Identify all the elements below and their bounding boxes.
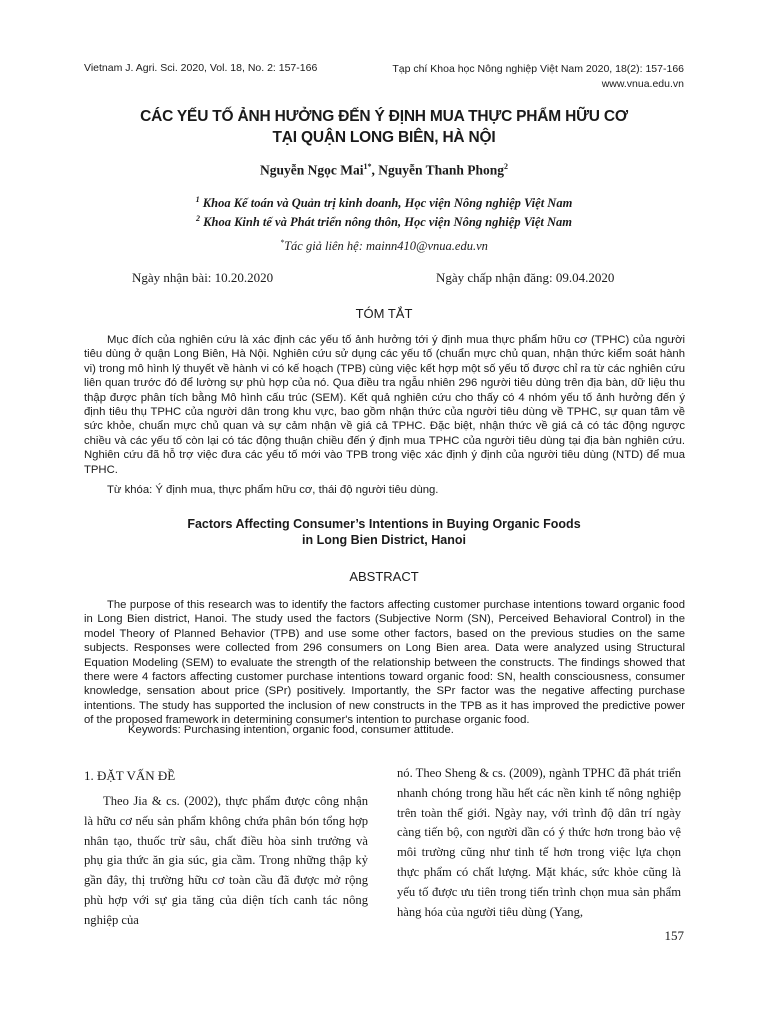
corresponding-mark: * bbox=[280, 238, 285, 247]
en-abstract-paragraph: The purpose of this research was to identify the factors affecting customer purchase intentions toward organic food in Long Bien district, Hanoi. The study used the factors (Subjective Norm (SN), Perceived Behavioral Control) in the model Theory of Planned Behavior (TPB) and use some other factors, based on the previous studies on the same subjects. Responses were collected from 296 consumers on Long Bien area. Data were analyzed using Structural Equation Modeling (SEM) to evaluate the strength of the relationship between the constructs. The findings showed that there were 4 factors affecting customer purchase intentions toward organic food: SN, health consciousness, consumer knowledge, sensation about price (SPr) positively. Importantly, the SPr factor was the negative affecting purchase intentions. The study has supported the inclusion of new constructs in the TPB as it has improved the predictive power of the proposed framework in determining consumer's intention to purchase organic food. bbox=[84, 599, 685, 727]
affiliation-1 bbox=[84, 192, 684, 211]
intro-paragraph-right: nó. Theo Sheng & cs. (2009), ngành TPHC đã phát triển nhanh chóng trong hầu hết các nền kinh tế nông nghiệp trên toàn thế giới. Ngày nay, với trình độ dân trí ngày càng tiến bộ, con người dần có ý thức hơn trong bảo vệ môi trường cũng như tinh tế hơn trong việc lựa chọn thực phẩm có chất lượng. Mặt khác, sức khỏe cũng là yếu tố được ưu tiên trong tiến trình chọn mua sản phẩm hàng hóa của người tiêu dùng (Yang, bbox=[397, 766, 681, 919]
author-separator: , bbox=[371, 162, 379, 178]
journal-citation-vn bbox=[392, 62, 684, 92]
vn-keywords: Từ khóa: Ý định mua, thực phẩm hữu cơ, thái độ người tiêu dùng. bbox=[107, 484, 439, 496]
paper-title-line-2: TẠI QUẬN LONG BIÊN, HÀ NỘI bbox=[272, 129, 496, 146]
author-1-affil-mark: 1* bbox=[363, 162, 372, 171]
affiliation-2 bbox=[84, 211, 684, 230]
affiliations bbox=[84, 192, 684, 230]
en-abstract-heading: ABSTRACT bbox=[349, 569, 419, 584]
author-2-name: Nguyễn Thanh Phong bbox=[378, 162, 505, 178]
vn-abstract-body bbox=[84, 333, 685, 477]
paper-title-vn bbox=[84, 106, 684, 148]
corresponding-author bbox=[84, 238, 684, 254]
vn-abstract-heading: TÓM TẮT bbox=[355, 306, 413, 321]
journal-citation-en: Vietnam J. Agri. Sci. 2020, Vol. 18, No. 2: 157-166 bbox=[84, 62, 318, 74]
section-heading-introduction: 1. ĐẶT VẤN ĐỀ bbox=[84, 768, 176, 783]
corresponding-email: Tác giả liên hệ: mainn410@vnua.edu.vn bbox=[284, 239, 488, 254]
paper-title-en-line-1: Factors Affecting Consumer’s Intentions in Buying Organic Foods bbox=[187, 517, 581, 531]
intro-paragraph-left: Theo Jia & cs. (2002), thực phẩm được công nhận là hữu cơ nếu sản phẩm không chứa phân bón tổng hợp nhân tạo, thuốc trừ sâu, chất điều hòa sinh trưởng và phụ gia thức ăn gia súc, gia cầm. Trong những thập kỷ gần đây, thị trường hữu cơ toàn cầu đã được mở rộng phù hợp với sự gia tăng của diện tích canh tác nông nghiệp của bbox=[84, 794, 368, 927]
page-number: 157 bbox=[664, 928, 684, 943]
author-list bbox=[84, 162, 684, 179]
en-abstract-body bbox=[84, 598, 685, 728]
affiliation-1-mark: 1 bbox=[195, 195, 200, 204]
affiliation-2-mark: 2 bbox=[196, 214, 201, 224]
paper-title-line-1: CÁC YẾU TỐ ẢNH HƯỞNG ĐẾN Ý ĐỊNH MUA THỰC PHẨM HỮU CƠ bbox=[140, 108, 628, 125]
vn-abstract-paragraph: Mục đích của nghiên cứu là xác định các yếu tố ảnh hưởng tới ý định mua thực phẩm hữu cơ (TPHC) của người tiêu dùng ở quận Long Biên, Hà Nội. Nghiên cứu sử dụng các yếu tố (chuẩn mực chủ quan, nhận thức kiểm soát hành vi) trong mô hình lý thuyết về hành vi có kế hoạch (TPB) cùng việc kết hợp một số yếu tố được chỉ ra từ các nghiên cứu liên quan trước đó để lường sự phù hợp của nó. Qua điều tra ngẫu nhiên 296 người tiêu dùng trên địa bàn, dữ liệu thu thập được phân tích bằng Mô hình cấu trúc (SEM). Kết quả nghiên cứu cho thấy có 4 nhóm yếu tố ảnh hưởng đến ý định tiêu thụ TPHC của người dân trong khu vực, bao gồm nhận thức của người tiêu dùng về TPHC, sự quan tâm về sức khỏe, chuẩn mực chủ quan và sự cảm nhận về giá cả TPHC. Đặc biệt, nhận thức về giá cả có tác động ngược chiều và các yếu tố còn lại có tác động thuận chiều đến ý định mua TPHC của người tiêu dùng tại địa bàn nghiên cứu. Nghiên cứu đã hỗ trợ việc đưa các yếu tố mới vào TPB trong việc xác định ý định của người tiêu dùng (NTD) để mua TPHC. bbox=[84, 334, 685, 476]
body-column-right bbox=[397, 764, 681, 922]
paper-title-en-line-2: in Long Bien District, Hanoi bbox=[302, 533, 466, 547]
journal-website[interactable]: www.vnua.edu.vn bbox=[601, 78, 684, 90]
affiliation-2-text: Khoa Kinh tế và Phát triển nông thôn, Học viện Nông nghiệp Việt Nam bbox=[200, 215, 572, 230]
author-1-name: Nguyễn Ngọc Mai bbox=[259, 162, 364, 178]
journal-citation-vn-line: Tạp chí Khoa học Nông nghiệp Việt Nam 2020, 18(2): 157-166 bbox=[392, 63, 684, 75]
received-date: Ngày nhận bài: 10.20.2020 bbox=[132, 270, 274, 285]
author-2-affil-mark: 2 bbox=[504, 162, 509, 171]
paper-title-en bbox=[84, 516, 684, 548]
en-keywords: Keywords: Purchasing intention, organic food, consumer attitude. bbox=[128, 724, 454, 736]
body-column-left bbox=[84, 766, 368, 931]
accepted-date: Ngày chấp nhận đăng: 09.04.2020 bbox=[436, 270, 615, 285]
affiliation-1-text: Khoa Kế toán và Quản trị kinh doanh, Học viện Nông nghiệp Việt Nam bbox=[199, 196, 573, 211]
